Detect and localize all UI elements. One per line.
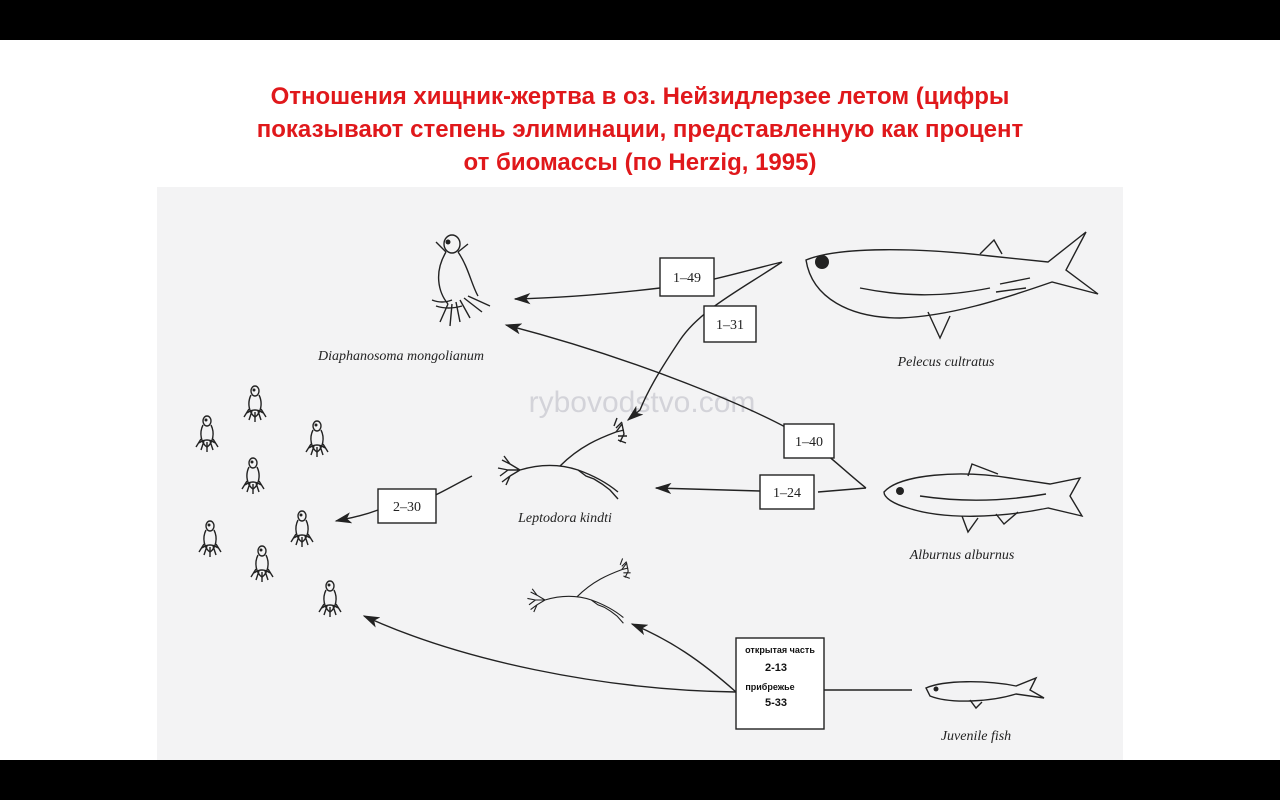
pelecus-icon <box>806 232 1098 338</box>
rate-box-pelecus-diaphanosoma <box>660 258 714 296</box>
rate-box-juvenile <box>736 638 824 729</box>
predation-arrows <box>336 262 912 692</box>
leptodora-icon <box>498 418 627 499</box>
rate-box-leptodora-zooplankton <box>378 489 436 523</box>
svg-text:1–49: 1–49 <box>673 271 701 286</box>
juvenile-open-value: 2-13 <box>764 662 788 674</box>
svg-text:1–40: 1–40 <box>795 435 823 450</box>
rate-box-alburnus-diaphanosoma <box>784 424 834 458</box>
svg-text:1–31: 1–31 <box>716 318 744 333</box>
zooplankton-cluster-icon <box>196 386 341 617</box>
diaphanosoma-icon <box>432 235 490 326</box>
juvenile-shore-label: прибрежье <box>745 682 795 692</box>
watermark: rybovodstvo.com <box>528 386 756 419</box>
title-line-1: Отношения хищник-жертва в оз. Нейзидлерзее летом (цифры <box>270 83 1010 110</box>
leptodora-small-icon <box>527 558 630 623</box>
title-line-3: от биомассы (по Herzig, 1995) <box>463 149 817 176</box>
label-juvenile: Juvenile fish <box>940 729 1012 744</box>
juvenile-shore-value: 5-33 <box>764 697 788 709</box>
juvenile-open-label: открытая часть <box>745 645 815 655</box>
rate-box-alburnus-leptodora <box>760 475 814 509</box>
rate-box-pelecus-leptodora <box>704 306 756 342</box>
label-pelecus: Pelecus cultratus <box>897 355 995 370</box>
label-alburnus: Alburnus alburnus <box>909 548 1015 563</box>
svg-text:2–30: 2–30 <box>393 500 421 515</box>
juvenile-fish-icon <box>926 678 1044 708</box>
label-leptodora: Leptodora kindti <box>518 511 612 526</box>
label-diaphanosoma: Diaphanosoma mongolianum <box>317 349 485 364</box>
svg-text:1–24: 1–24 <box>773 486 801 501</box>
alburnus-icon <box>884 464 1082 532</box>
title-line-2: показывают степень элиминации, представленную как процент <box>256 116 1024 143</box>
